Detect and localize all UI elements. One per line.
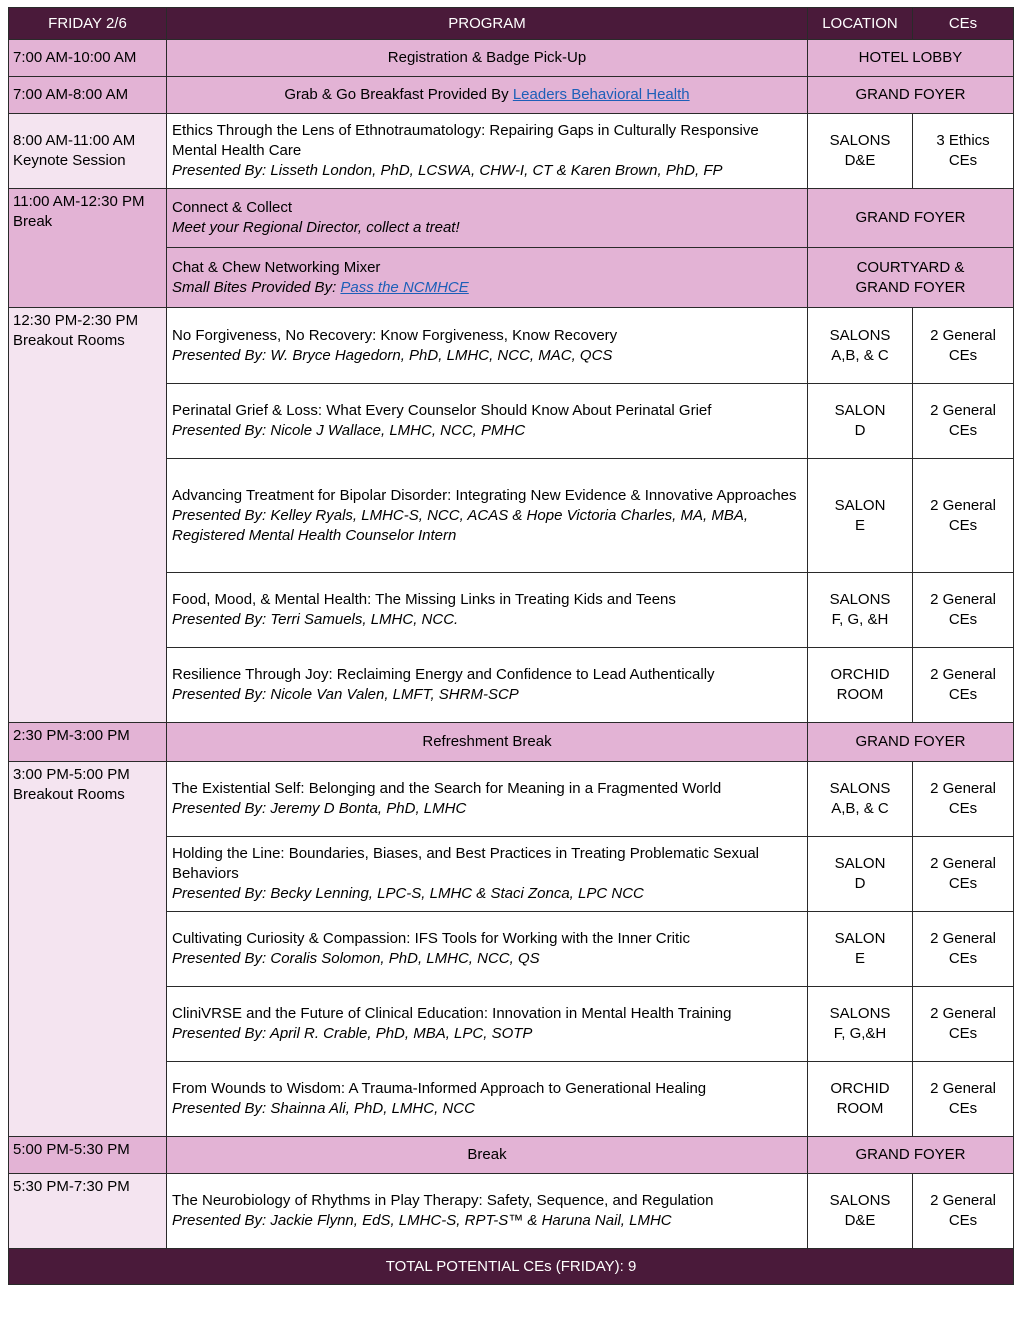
session-program [167, 987, 808, 1062]
session-location [808, 762, 913, 837]
session-location-line2: A,B, & C [831, 346, 889, 364]
session-ces [913, 573, 1014, 648]
evening-location-line2: D&E [844, 1212, 876, 1229]
session-ces-line2: CEs [948, 800, 978, 817]
breakfast-location: GRAND FOYER [808, 77, 1014, 114]
header-location: LOCATION [808, 8, 913, 40]
session-location-line2: ROOM [836, 1100, 884, 1117]
block2-time-cell [9, 762, 167, 1137]
session-presenter: Presented By: Nicole J Wallace, LMHC, NCC, PMHC [172, 422, 526, 439]
connect-location: GRAND FOYER [808, 189, 1014, 248]
session-location-line1: SALON [834, 855, 886, 872]
pass-the-ncmhce-link[interactable]: Pass the NCMHCE [340, 278, 469, 296]
block2-time: 3:00 PM-5:00 PM [13, 766, 130, 783]
session-program [167, 912, 808, 987]
session-location-line1: SALON [834, 496, 886, 514]
session-ces-line2: CEs [948, 686, 978, 703]
refreshment-title: Refreshment Break [167, 723, 808, 762]
session-location [808, 987, 913, 1062]
chat-subtitle [172, 278, 802, 298]
evening-program [167, 1174, 808, 1249]
session-ces [913, 762, 1014, 837]
breakfast-title-text: Grab & Go Breakfast Provided By [284, 86, 513, 103]
session-title: Resilience Through Joy: Reclaiming Energy and Confidence to Lead Authentically [172, 666, 715, 683]
session-location-line2: ROOM [836, 686, 884, 703]
session-location-line1: SALON [834, 402, 886, 419]
session-location-line1: SALONS [829, 780, 891, 797]
connect-title: Connect & Collect [172, 199, 293, 216]
connect-row [9, 189, 1014, 248]
session-program [167, 384, 808, 459]
session-presenter: Presented By: W. Bryce Hagedorn, PhD, LMHC, NCC, MAC, QCS [172, 346, 613, 364]
session-title: Advancing Treatment for Bipolar Disorder: Integrating New Evidence & Innovative Approaches [172, 486, 797, 504]
block1-subtitle: Breakout Rooms [13, 332, 125, 349]
session-location [808, 459, 913, 573]
chat-subtitle-text: Small Bites Provided By: [172, 278, 341, 296]
block2-subtitle: Breakout Rooms [13, 786, 125, 803]
connect-subtitle: Meet your Regional Director, collect a treat! [172, 219, 460, 236]
header-ces: CEs [913, 8, 1014, 40]
refreshment-row [9, 723, 1014, 762]
session-location-line2: D [854, 875, 866, 892]
session-location-line1: SALON [834, 930, 886, 947]
breakfast-title [167, 77, 808, 114]
evening-row [9, 1174, 1014, 1249]
block1-time-cell [9, 308, 167, 723]
registration-title: Registration & Badge Pick-Up [167, 40, 808, 77]
session-ces-line2: CEs [948, 422, 978, 439]
session-ces-line2: CEs [948, 516, 978, 534]
session-row [9, 762, 1014, 837]
session-location [808, 912, 913, 987]
session-ces [913, 837, 1014, 912]
footer-row [9, 1249, 1014, 1285]
breakfast-time: 7:00 AM-8:00 AM [9, 77, 167, 114]
session-location-line1: ORCHID [830, 1080, 890, 1097]
total-ces: TOTAL POTENTIAL CEs (FRIDAY): 9 [9, 1249, 1014, 1285]
session-location [808, 573, 913, 648]
session-ces-line2: CEs [948, 950, 978, 967]
session-title: The Existential Self: Belonging and the Search for Meaning in a Fragmented World [172, 780, 722, 797]
evening-title: The Neurobiology of Rhythms in Play Therapy: Safety, Sequence, and Regulation [172, 1192, 714, 1209]
header-day: FRIDAY 2/6 [9, 8, 167, 40]
session-ces [913, 1062, 1014, 1137]
header-program: PROGRAM [167, 8, 808, 40]
session-program [167, 308, 808, 384]
session-title: Cultivating Curiosity & Compassion: IFS Tools for Working with the Inner Critic [172, 930, 690, 947]
break2-time: 5:00 PM-5:30 PM [9, 1137, 167, 1174]
evening-location [808, 1174, 913, 1249]
session-location-line2: F, G, &H [831, 611, 889, 628]
chat-location [808, 248, 1014, 308]
session-ces [913, 459, 1014, 573]
session-location-line1: SALONS [829, 326, 891, 344]
session-program [167, 762, 808, 837]
chat-location-line2: GRAND FOYER [855, 278, 966, 296]
session-ces-line2: CEs [948, 611, 978, 628]
registration-location: HOTEL LOBBY [808, 40, 1014, 77]
session-title: No Forgiveness, No Recovery: Know Forgiveness, Know Recovery [172, 326, 618, 344]
keynote-time: 8:00 AM-11:00 AM [13, 132, 136, 149]
session-title: Food, Mood, & Mental Health: The Missing Links in Treating Kids and Teens [172, 591, 676, 608]
connect-program [167, 189, 808, 248]
session-title: Perinatal Grief & Loss: What Every Counselor Should Know About Perinatal Grief [172, 402, 712, 419]
evening-time: 5:30 PM-7:30 PM [9, 1174, 167, 1249]
refreshment-time: 2:30 PM-3:00 PM [9, 723, 167, 762]
break2-row [9, 1137, 1014, 1174]
session-presenter: Presented By: Terri Samuels, LMHC, NCC. [172, 611, 459, 628]
session-ces [913, 308, 1014, 384]
session-presenter: Presented By: Kelley Ryals, LMHC-S, NCC, ACAS & Hope Victoria Charles, MA, MBA, Registered Mental Health Counselor Intern [172, 506, 749, 544]
chat-location-line1: COURTYARD & [856, 258, 965, 276]
evening-ces-line2: CEs [948, 1212, 978, 1229]
session-presenter: Presented By: Jeremy D Bonta, PhD, LMHC [172, 800, 467, 817]
header-row [9, 8, 1014, 40]
evening-location-line1: SALONS [829, 1192, 891, 1209]
keynote-location [808, 114, 913, 189]
session-title: CliniVRSE and the Future of Clinical Education: Innovation in Mental Health Training [172, 1005, 732, 1022]
break2-title: Break [167, 1137, 808, 1174]
session-ces-line2: CEs [948, 1025, 978, 1042]
session-ces-line2: CEs [948, 346, 978, 364]
session-title: From Wounds to Wisdom: A Trauma-Informed Approach to Generational Healing [172, 1080, 707, 1097]
chat-title: Chat & Chew Networking Mixer [172, 258, 381, 276]
session-ces-line1: 2 General [930, 496, 996, 514]
keynote-time-cell [9, 114, 167, 189]
session-ces-line1: 2 General [930, 591, 996, 608]
session-location-line2: D [854, 422, 866, 439]
session-location-line2: A,B, & C [831, 800, 889, 817]
session-ces-line1: 2 General [930, 326, 996, 344]
session-location [808, 384, 913, 459]
session-row [9, 308, 1014, 384]
refreshment-location: GRAND FOYER [808, 723, 1014, 762]
break1-time-cell [9, 189, 167, 308]
session-location-line1: SALONS [829, 591, 891, 608]
break1-time: 11:00 AM-12:30 PM [13, 193, 145, 210]
keynote-ces [913, 114, 1014, 189]
break2-location: GRAND FOYER [808, 1137, 1014, 1174]
session-program [167, 1062, 808, 1137]
session-location [808, 837, 913, 912]
session-location [808, 1062, 913, 1137]
registration-time: 7:00 AM-10:00 AM [9, 40, 167, 77]
keynote-row [9, 114, 1014, 189]
session-ces-line1: 2 General [930, 855, 996, 872]
session-ces-line1: 2 General [930, 780, 996, 797]
session-ces-line1: 2 General [930, 930, 996, 947]
keynote-location-line1: SALONS [829, 132, 891, 149]
session-presenter: Presented By: Shainna Ali, PhD, LMHC, NCC [172, 1100, 475, 1117]
block1-time: 12:30 PM-2:30 PM [13, 312, 139, 329]
evening-ces-line1: 2 General [930, 1192, 996, 1209]
evening-ces [913, 1174, 1014, 1249]
keynote-presenter: Presented By: Lisseth London, PhD, LCSWA, CHW-I, CT & Karen Brown, PhD, FP [172, 162, 723, 179]
session-presenter: Presented By: Nicole Van Valen, LMFT, SHRM-SCP [172, 686, 519, 703]
session-presenter: Presented By: Becky Lenning, LPC-S, LMHC & Staci Zonca, LPC NCC [172, 885, 644, 902]
keynote-location-line2: D&E [844, 152, 876, 169]
session-ces [913, 648, 1014, 723]
evening-presenter: Presented By: Jackie Flynn, EdS, LMHC-S, RPT-S™ & Haruna Nail, LMHC [172, 1212, 672, 1229]
session-location-line2: F, G,&H [833, 1025, 887, 1042]
session-ces-line1: 2 General [930, 1005, 996, 1022]
session-location-line1: SALONS [829, 1005, 891, 1022]
session-location [808, 648, 913, 723]
leaders-behavioral-health-link[interactable]: Leaders Behavioral Health [512, 86, 690, 103]
session-location-line1: ORCHID [830, 666, 890, 683]
registration-row [9, 40, 1014, 77]
session-ces-line2: CEs [948, 1100, 978, 1117]
session-presenter: Presented By: Coralis Solomon, PhD, LMHC, NCC, QS [172, 950, 540, 967]
session-ces-line1: 2 General [930, 1080, 996, 1097]
session-ces [913, 987, 1014, 1062]
session-location-line2: E [854, 516, 865, 534]
session-location-line2: E [854, 950, 865, 967]
session-ces [913, 384, 1014, 459]
chat-program [167, 248, 808, 308]
session-location [808, 308, 913, 384]
break1-subtitle: Break [13, 213, 53, 230]
keynote-program [167, 114, 808, 189]
session-program [167, 459, 808, 573]
keynote-title: Ethics Through the Lens of Ethnotraumatology: Repairing Gaps in Culturally Responsive Mental Health Care [172, 122, 759, 159]
session-program [167, 648, 808, 723]
session-ces-line1: 2 General [930, 666, 996, 683]
session-presenter: Presented By: April R. Crable, PhD, MBA, LPC, SOTP [172, 1025, 533, 1042]
keynote-ces-line2: CEs [948, 152, 978, 169]
session-title: Holding the Line: Boundaries, Biases, and Best Practices in Treating Problematic Sexual Behaviors [172, 845, 759, 882]
session-ces-line1: 2 General [930, 402, 996, 419]
schedule-table [8, 7, 1014, 1285]
session-ces-line2: CEs [948, 875, 978, 892]
keynote-ces-line1: 3 Ethics [936, 132, 990, 149]
keynote-subtitle: Keynote Session [13, 152, 126, 169]
session-program [167, 837, 808, 912]
session-program [167, 573, 808, 648]
breakfast-row [9, 77, 1014, 114]
session-ces [913, 912, 1014, 987]
